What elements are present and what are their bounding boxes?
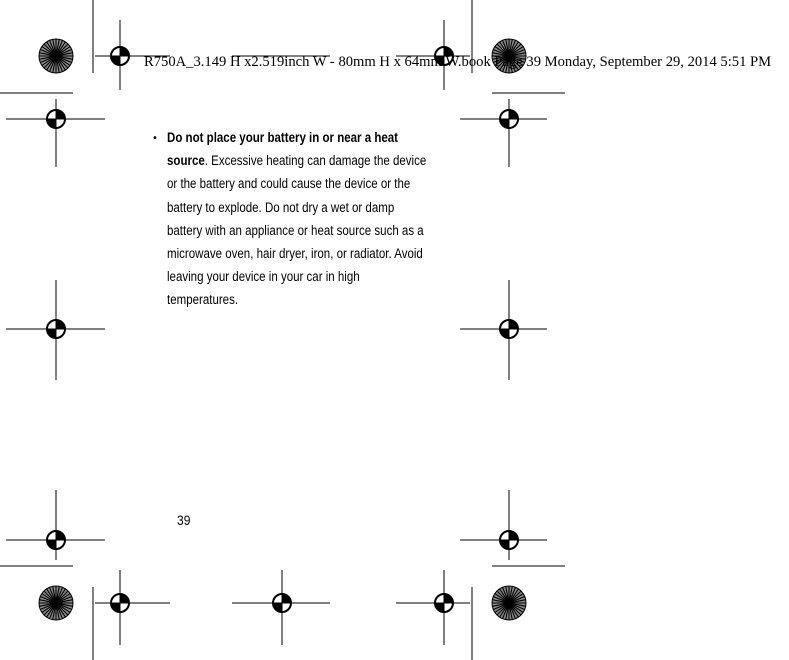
slug-line: R750A_3.149 H x2.519inch W - 80mm H x 64mm.W.book Page 39 Monday, September 29, 2014 5:51 PM — [144, 54, 772, 70]
bold-lead: Do not place your battery in or near a heat source — [167, 130, 399, 169]
paragraph-body: . Excessive heating can damage the device or the battery and could cause the device or the battery to explode. Do not dry a wet or damp battery with an appliance or heat source such as a microwave oven, hair dryer, iron, or radiator. Avoid leaving your device in your car in high temperatures. — [167, 153, 427, 308]
bullet-icon: • — [152, 133, 158, 144]
safety-paragraph — [167, 126, 429, 312]
page-number: 39 — [177, 512, 191, 528]
